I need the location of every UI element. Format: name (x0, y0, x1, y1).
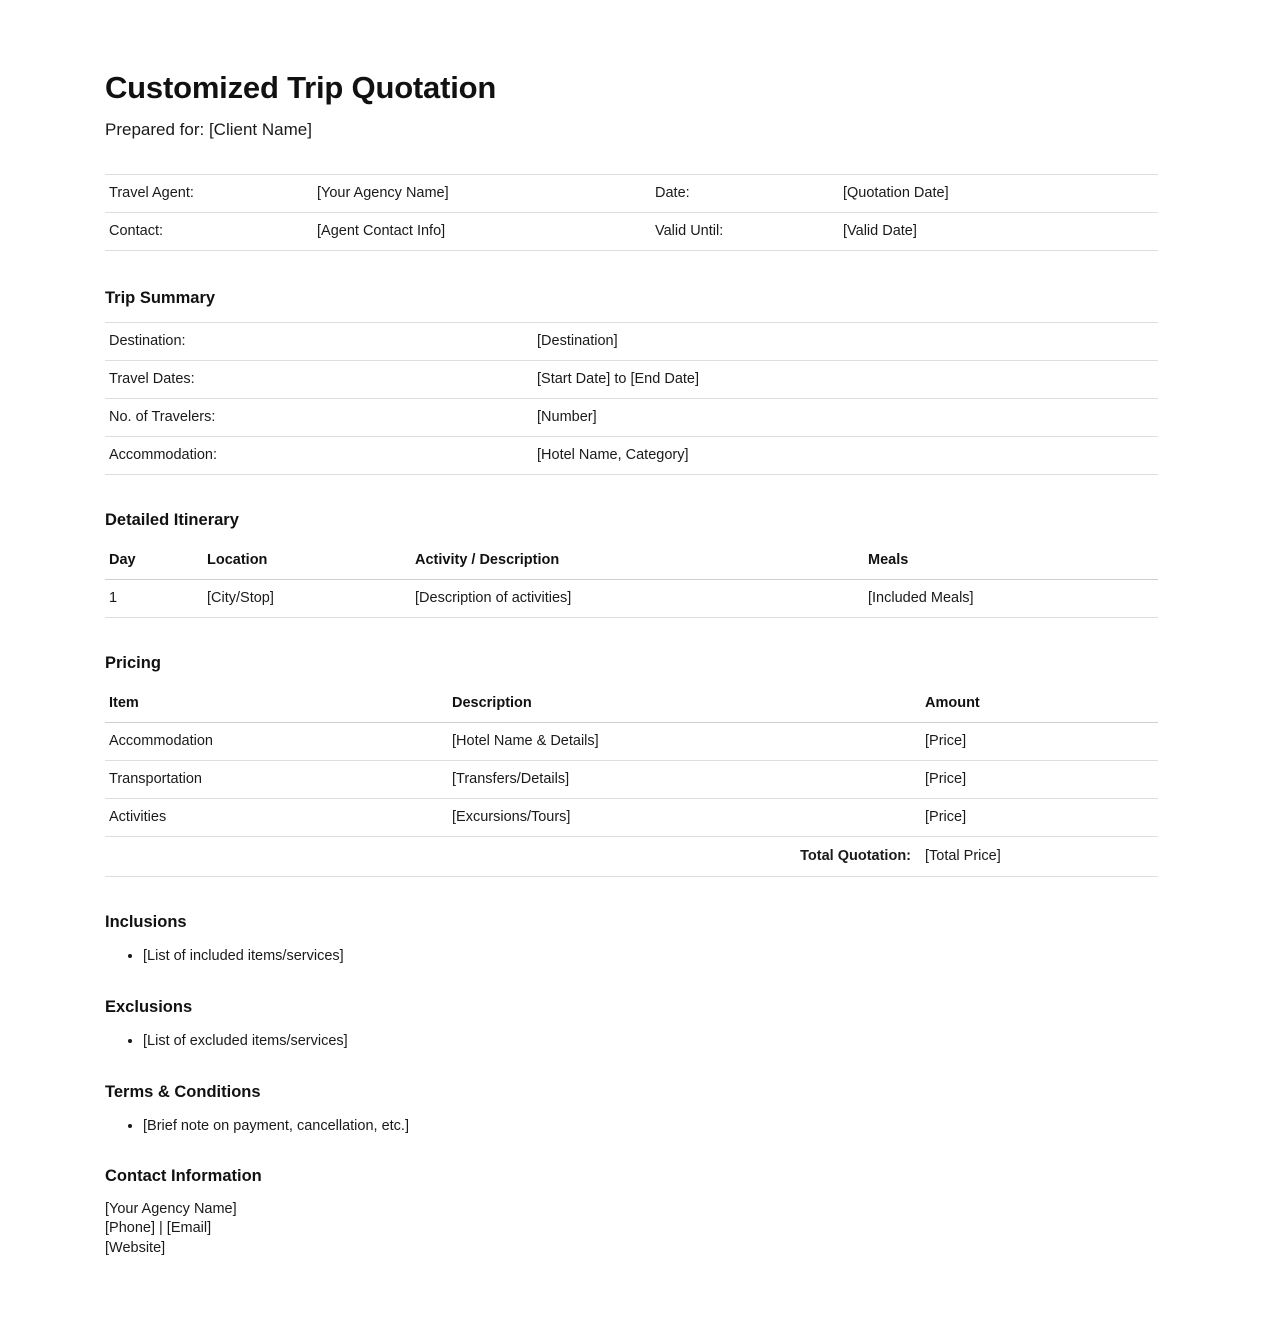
table-header-row (105, 687, 1158, 723)
travelers-value: [Number] (533, 399, 1158, 437)
contact-label: Contact: (105, 213, 313, 251)
itinerary-col-activity: Activity / Description (411, 544, 864, 580)
itinerary-heading: Detailed Itinerary (105, 511, 239, 529)
date-value: [Quotation Date] (839, 175, 1158, 213)
exclusions-heading: Exclusions (105, 997, 193, 1016)
travel-agent-value: [Your Agency Name] (313, 175, 651, 213)
pricing-table (105, 687, 1158, 877)
pricing-amount: [Price] (921, 723, 1158, 761)
exclusions-list (105, 1031, 1158, 1053)
pricing-heading: Pricing (105, 654, 161, 672)
pricing-amount: [Price] (921, 761, 1158, 799)
contact-website: [Website] (105, 1239, 166, 1256)
itinerary-location: [City/Stop] (203, 580, 411, 618)
table-row (105, 213, 1158, 251)
table-header-row (105, 544, 1158, 580)
pricing-description: [Excursions/Tours] (448, 799, 921, 837)
pricing-col-item: Item (105, 687, 448, 723)
contact-phone-email: [Phone] | [Email] (105, 1220, 212, 1237)
itinerary-meals: [Included Meals] (864, 580, 1158, 618)
pricing-total-value: [Total Price] (921, 837, 1158, 877)
terms-list (105, 1116, 1158, 1138)
trip-summary-table (105, 322, 1158, 475)
pricing-total-label: Total Quotation: (448, 837, 921, 877)
exclusions-section (105, 998, 1158, 1053)
table-row (105, 175, 1158, 213)
date-label: Date: (651, 175, 839, 213)
list-item: • [List of included items/services] (143, 946, 1158, 968)
table-row (105, 361, 1158, 399)
contact-lines (105, 1200, 1158, 1257)
itinerary-table (105, 544, 1158, 618)
terms-section (105, 1083, 1158, 1138)
table-row (105, 723, 1158, 761)
accommodation-value: [Hotel Name, Category] (533, 437, 1158, 475)
pricing-item: Transportation (105, 761, 448, 799)
destination-value: [Destination] (533, 323, 1158, 361)
destination-label: Destination: (105, 323, 533, 361)
pricing-description: [Transfers/Details] (448, 761, 921, 799)
pricing-item: Accommodation (105, 723, 448, 761)
accommodation-label: Accommodation: (105, 437, 533, 475)
itinerary-section (105, 511, 1158, 618)
pricing-item: Activities (105, 799, 448, 837)
travelers-label: No. of Travelers: (105, 399, 533, 437)
contact-section (105, 1167, 1158, 1257)
travel-agent-label: Travel Agent: (105, 175, 313, 213)
inclusions-section (105, 913, 1158, 968)
inclusions-heading: Inclusions (105, 913, 187, 931)
itinerary-col-location: Location (203, 544, 411, 580)
itinerary-col-meals: Meals (864, 544, 1158, 580)
pricing-col-description: Description (448, 687, 921, 723)
table-row (105, 399, 1158, 437)
terms-heading: Terms & Conditions (105, 1082, 261, 1101)
trip-summary-section (105, 289, 1158, 475)
itinerary-day: 1 (105, 580, 203, 618)
pricing-amount: [Price] (921, 799, 1158, 837)
list-item: • [List of excluded items/services] (143, 1031, 1158, 1053)
contact-heading: Contact Information (105, 1167, 262, 1186)
contact-agency-name: [Your Agency Name] (105, 1201, 237, 1218)
pricing-col-amount: Amount (921, 687, 1158, 723)
list-item: • [Brief note on payment, cancellation, etc.] (143, 1116, 1158, 1138)
table-row (105, 323, 1158, 361)
valid-until-label: Valid Until: (651, 213, 839, 251)
table-row (105, 437, 1158, 475)
table-row (105, 799, 1158, 837)
pricing-description: [Hotel Name & Details] (448, 723, 921, 761)
travel-dates-value: [Start Date] to [End Date] (533, 361, 1158, 399)
travel-dates-label: Travel Dates: (105, 361, 533, 399)
agent-meta-table (105, 174, 1158, 251)
pricing-total-spacer (105, 837, 448, 877)
pricing-total-row (105, 837, 1158, 877)
prepared-for-line: Prepared for: [Client Name] (105, 120, 312, 139)
itinerary-col-day: Day (105, 544, 203, 580)
page-title: Customized Trip Quotation (105, 70, 497, 105)
pricing-section (105, 654, 1158, 877)
itinerary-activity: [Description of activities] (411, 580, 864, 618)
trip-summary-heading: Trip Summary (105, 289, 216, 307)
inclusions-list (105, 946, 1158, 968)
contact-value: [Agent Contact Info] (313, 213, 651, 251)
table-row (105, 761, 1158, 799)
table-row (105, 580, 1158, 618)
valid-until-value: [Valid Date] (839, 213, 1158, 251)
